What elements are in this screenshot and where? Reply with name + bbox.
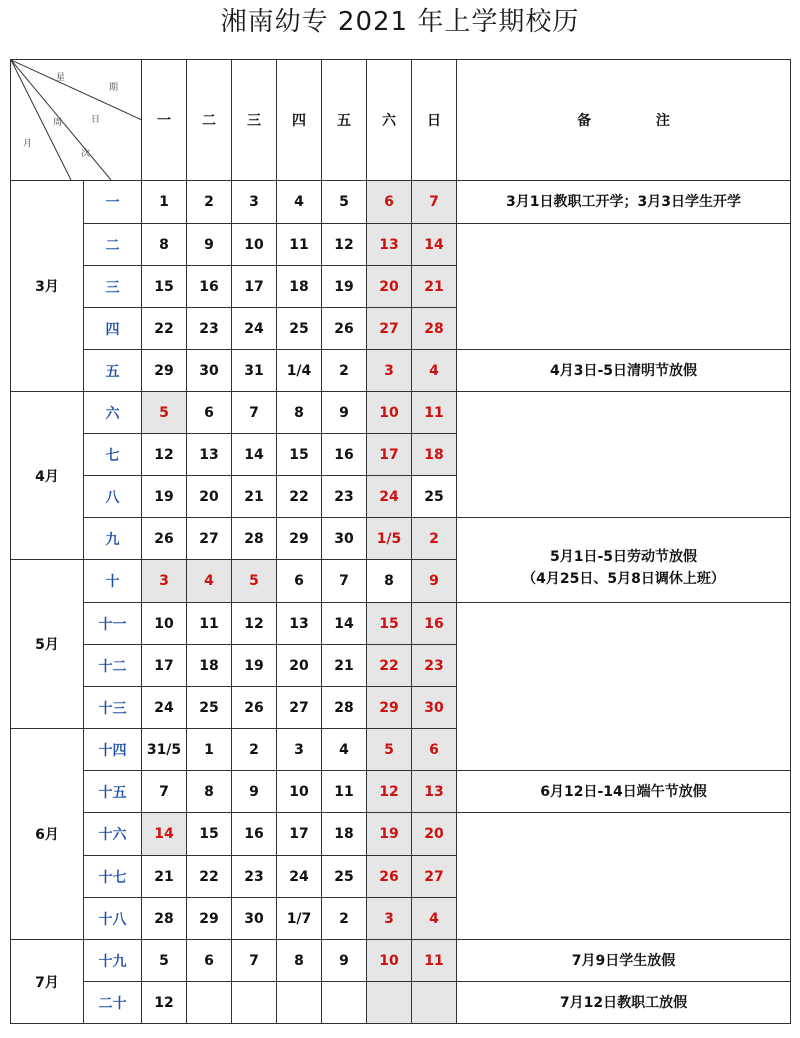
day-cell: 8: [142, 224, 187, 266]
day-cell: 3: [367, 898, 412, 940]
week-number: 八: [84, 476, 142, 518]
week-number: 九: [84, 518, 142, 560]
remarks-header: 备 注: [457, 60, 791, 181]
day-cell: 17: [367, 434, 412, 476]
remark-cell: 4月3日-5日清明节放假: [457, 350, 791, 392]
weekday-tue: 二: [187, 60, 232, 181]
day-cell: 21: [232, 476, 277, 518]
day-cell: 7: [232, 940, 277, 982]
day-cell: 27: [367, 308, 412, 350]
remark-cell: 6月12日-14日端午节放假: [457, 771, 791, 813]
day-cell: 11: [277, 224, 322, 266]
week-number: 六: [84, 392, 142, 434]
month-label: 4月: [11, 392, 84, 560]
day-cell: 2: [232, 729, 277, 771]
week-number: 七: [84, 434, 142, 476]
day-cell: 14: [232, 434, 277, 476]
day-cell: 24: [142, 687, 187, 729]
diag-label-ri: 日: [91, 115, 101, 125]
day-cell: 4: [277, 181, 322, 224]
day-cell: 23: [232, 856, 277, 898]
week-number: 二十: [84, 982, 142, 1024]
weekday-fri: 五: [322, 60, 367, 181]
day-cell: 14: [412, 224, 457, 266]
day-cell: 17: [142, 645, 187, 687]
day-cell: [367, 982, 412, 1024]
day-cell: 19: [142, 476, 187, 518]
day-cell: 5: [367, 729, 412, 771]
remark-cell: 7月9日学生放假: [457, 940, 791, 982]
day-cell: 24: [277, 856, 322, 898]
day-cell: 23: [322, 476, 367, 518]
day-cell: 13: [187, 434, 232, 476]
day-cell: 13: [412, 771, 457, 813]
week-number: 十二: [84, 645, 142, 687]
day-cell: 8: [277, 392, 322, 434]
day-cell: 6: [187, 940, 232, 982]
day-cell: 18: [277, 266, 322, 308]
day-cell: 4: [322, 729, 367, 771]
day-cell: 29: [142, 350, 187, 392]
day-cell: 13: [277, 603, 322, 645]
day-cell: 26: [322, 308, 367, 350]
day-cell: 16: [187, 266, 232, 308]
remark-line: （4月25日、5月8日调休上班）: [522, 571, 725, 587]
day-cell: 16: [412, 603, 457, 645]
week-row: [11, 982, 791, 1024]
day-cell: 2: [412, 518, 457, 560]
day-cell: 11: [322, 771, 367, 813]
diag-label-ci: 次: [81, 149, 91, 159]
day-cell: [322, 982, 367, 1024]
week-row: [11, 392, 791, 434]
day-cell: 4: [412, 350, 457, 392]
day-cell: 17: [277, 813, 322, 856]
diag-label-xing: 星: [56, 73, 66, 83]
day-cell: 6: [412, 729, 457, 771]
day-cell: 11: [412, 940, 457, 982]
day-cell: 9: [187, 224, 232, 266]
day-cell: 7: [142, 771, 187, 813]
day-cell: 12: [232, 603, 277, 645]
day-cell: 5: [142, 392, 187, 434]
day-cell: 8: [277, 940, 322, 982]
weekday-sat: 六: [367, 60, 412, 181]
day-cell: 28: [412, 308, 457, 350]
day-cell: 14: [142, 813, 187, 856]
remark-cell: 7月12日教职工放假: [457, 982, 791, 1024]
day-cell: 25: [412, 476, 457, 518]
week-row: [11, 181, 791, 224]
day-cell: 23: [187, 308, 232, 350]
week-number: 十五: [84, 771, 142, 813]
day-cell: 7: [232, 392, 277, 434]
day-cell: 19: [232, 645, 277, 687]
day-cell: 30: [412, 687, 457, 729]
day-cell: 9: [322, 392, 367, 434]
week-row: [11, 224, 791, 266]
day-cell: 8: [367, 560, 412, 603]
day-cell: 22: [142, 308, 187, 350]
week-number: 十四: [84, 729, 142, 771]
week-number: 四: [84, 308, 142, 350]
day-cell: 21: [142, 856, 187, 898]
day-cell: 1/7: [277, 898, 322, 940]
day-cell: 6: [277, 560, 322, 603]
day-cell: 3: [142, 560, 187, 603]
day-cell: 25: [187, 687, 232, 729]
day-cell: 27: [277, 687, 322, 729]
day-cell: 2: [322, 898, 367, 940]
weekday-mon: 一: [142, 60, 187, 181]
day-cell: 9: [412, 560, 457, 603]
diag-label-zhou: 周: [53, 118, 63, 128]
day-cell: 1/5: [367, 518, 412, 560]
day-cell: 26: [367, 856, 412, 898]
day-cell: 20: [412, 813, 457, 856]
remark-cell: [457, 224, 791, 350]
day-cell: 20: [367, 266, 412, 308]
day-cell: 17: [232, 266, 277, 308]
day-cell: [187, 982, 232, 1024]
day-cell: 9: [322, 940, 367, 982]
day-cell: 29: [277, 518, 322, 560]
day-cell: 24: [232, 308, 277, 350]
day-cell: 26: [232, 687, 277, 729]
day-cell: 8: [187, 771, 232, 813]
day-cell: 28: [232, 518, 277, 560]
day-cell: 22: [187, 856, 232, 898]
day-cell: 15: [367, 603, 412, 645]
day-cell: 6: [187, 392, 232, 434]
week-number: 十一: [84, 603, 142, 645]
day-cell: 13: [367, 224, 412, 266]
week-row: [11, 813, 791, 856]
day-cell: 21: [322, 645, 367, 687]
day-cell: 27: [187, 518, 232, 560]
day-cell: 23: [412, 645, 457, 687]
weekday-wed: 三: [232, 60, 277, 181]
day-cell: 12: [142, 434, 187, 476]
day-cell: 21: [412, 266, 457, 308]
weekday-sun: 日: [412, 60, 457, 181]
day-cell: 5: [142, 940, 187, 982]
day-cell: 29: [187, 898, 232, 940]
week-row: [11, 350, 791, 392]
month-label: 7月: [11, 940, 84, 1024]
day-cell: 30: [322, 518, 367, 560]
day-cell: 10: [142, 603, 187, 645]
day-cell: 10: [277, 771, 322, 813]
remark-cell: [457, 813, 791, 940]
day-cell: 1/4: [277, 350, 322, 392]
day-cell: 5: [322, 181, 367, 224]
day-cell: 11: [187, 603, 232, 645]
day-cell: 1: [142, 181, 187, 224]
day-cell: 22: [277, 476, 322, 518]
day-cell: 31/5: [142, 729, 187, 771]
day-cell: 12: [367, 771, 412, 813]
remark-cell: 3月1日教职工开学；3月3日学生开学: [457, 181, 791, 224]
day-cell: [412, 982, 457, 1024]
day-cell: 1: [187, 729, 232, 771]
day-cell: 19: [367, 813, 412, 856]
day-cell: 30: [232, 898, 277, 940]
day-cell: 19: [322, 266, 367, 308]
day-cell: 3: [367, 350, 412, 392]
day-cell: 22: [367, 645, 412, 687]
day-cell: 12: [142, 982, 187, 1024]
day-cell: 10: [232, 224, 277, 266]
week-number: 五: [84, 350, 142, 392]
day-cell: 10: [367, 392, 412, 434]
diag-label-yue: 月: [23, 139, 33, 149]
diag-label-qi: 期: [109, 83, 119, 93]
remark-cell: [457, 392, 791, 518]
week-number: 十九: [84, 940, 142, 982]
day-cell: 2: [322, 350, 367, 392]
day-cell: 4: [412, 898, 457, 940]
calendar-table: [10, 59, 791, 1024]
day-cell: 6: [367, 181, 412, 224]
week-number: 十七: [84, 856, 142, 898]
diagonal-lines: [11, 60, 142, 180]
day-cell: 15: [142, 266, 187, 308]
day-cell: 7: [322, 560, 367, 603]
day-cell: 9: [232, 771, 277, 813]
month-label: 6月: [11, 729, 84, 940]
week-row: [11, 940, 791, 982]
day-cell: 15: [187, 813, 232, 856]
day-cell: 15: [277, 434, 322, 476]
week-number: 一: [84, 181, 142, 224]
month-label: 5月: [11, 560, 84, 729]
diagonal-header-cell: [11, 60, 142, 181]
week-number: 二: [84, 224, 142, 266]
day-cell: 2: [187, 181, 232, 224]
day-cell: 7: [412, 181, 457, 224]
day-cell: 18: [412, 434, 457, 476]
day-cell: 24: [367, 476, 412, 518]
week-number: 十三: [84, 687, 142, 729]
day-cell: 10: [367, 940, 412, 982]
day-cell: 4: [187, 560, 232, 603]
remark-line: 5月1日-5日劳动节放假: [549, 549, 698, 565]
weekday-thu: 四: [277, 60, 322, 181]
day-cell: 16: [322, 434, 367, 476]
week-row: [11, 771, 791, 813]
day-cell: 26: [142, 518, 187, 560]
day-cell: 28: [142, 898, 187, 940]
day-cell: 29: [367, 687, 412, 729]
week-number: 十六: [84, 813, 142, 856]
day-cell: [232, 982, 277, 1024]
day-cell: 31: [232, 350, 277, 392]
day-cell: 5: [232, 560, 277, 603]
month-label: 3月: [11, 181, 84, 392]
day-cell: [277, 982, 322, 1024]
day-cell: 27: [412, 856, 457, 898]
remark-cell: [457, 603, 791, 771]
day-cell: 14: [322, 603, 367, 645]
week-row: [11, 603, 791, 645]
day-cell: 20: [187, 476, 232, 518]
page-title: 湘南幼专 2021 年上学期校历: [220, 7, 580, 37]
day-cell: 3: [277, 729, 322, 771]
remark-cell: [457, 518, 791, 603]
day-cell: 25: [322, 856, 367, 898]
day-cell: 16: [232, 813, 277, 856]
header-row: [11, 60, 791, 181]
week-number: 十八: [84, 898, 142, 940]
day-cell: 20: [277, 645, 322, 687]
week-number: 三: [84, 266, 142, 308]
day-cell: 12: [322, 224, 367, 266]
week-row: [11, 518, 791, 560]
day-cell: 30: [187, 350, 232, 392]
day-cell: 3: [232, 181, 277, 224]
day-cell: 28: [322, 687, 367, 729]
day-cell: 18: [322, 813, 367, 856]
day-cell: 25: [277, 308, 322, 350]
day-cell: 11: [412, 392, 457, 434]
day-cell: 18: [187, 645, 232, 687]
week-number: 十: [84, 560, 142, 603]
